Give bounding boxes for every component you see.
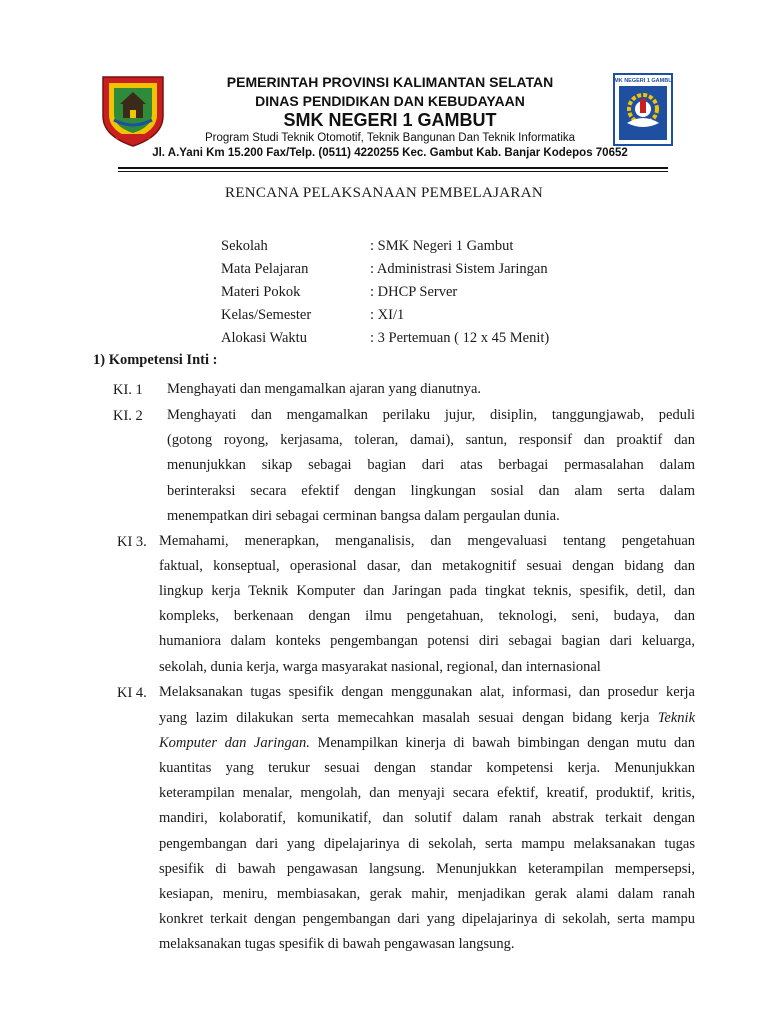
ki-number: KI. 2 [113,408,143,424]
ki-text-line: sekolah, dunia kerja, warga masyarakat nasional, regional, dan internasional [159,659,601,675]
ki-text-line: Menghayati dan mengamalkan ajaran yang dianutnya. [167,381,482,397]
ki-text-line: spesifik di bawah pengawasan langsung. Menunjukkan keterampilan mempersepsi, [159,861,695,877]
ki-text-line: (gotong royong, kerjasama, toleran, damai), santun, responsif dan proaktif dan [167,432,695,448]
header-school-name: SMK NEGERI 1 GAMBUT [283,110,497,130]
ki-text-italic: Teknik [657,710,696,726]
ki-text-line: Memahami, menerapkan, menganalisis, dan mengevaluasi tentang pengetahuan [159,533,695,549]
ki-text-line: melaksanakan tugas spesifik di bawah pengawasan langsung. [159,936,515,952]
identity-value: : 3 Pertemuan ( 12 x 45 Menit) [370,330,550,346]
ki-text-line-mixed [159,736,695,751]
identity-value: : XI/1 [370,307,405,323]
identity-value: : DHCP Server [370,284,458,300]
ki-text-segment: Menampilkan kinerja di bawah bimbingan dengan mutu dan [309,735,695,751]
identity-label: Alokasi Waktu [221,330,307,346]
school-logo-text: SMK NEGERI 1 GAMBUT [613,78,673,84]
header-address: Jl. A.Yani Km 15.200 Fax/Telp. (0511) 4220255 Kec. Gambut Kab. Banjar Kodepos 70652 [152,147,628,159]
ki-text-line: keterampilan menalar, mengolah, dan menyaji secara efektif, kreatif, produktif, kritis, [159,785,695,801]
section-heading-core-competence: 1) Kompetensi Inti : [93,352,218,368]
identity-value: : SMK Negeri 1 Gambut [370,238,514,254]
ki-text-line: faktual, konseptual, operasional dasar, dan metakognitif sesuai dengan bidang dan [159,558,695,574]
ki-text-line: lingkup kerja Teknik Komputer dan Jaringan pada tingkat teknis, spesifik, detil, dan [159,583,695,599]
header-department: DINAS PENDIDIKAN DAN KEBUDAYAAN [255,93,525,109]
ki-text-line: kompleks, berkenaan dengan ilmu pengetahuan, teknologi, seni, budaya, dan [159,608,695,624]
document-title: RENCANA PELAKSANAAN PEMBELAJARAN [225,185,543,201]
ki-text-line: konkret terkait dengan pengembangan dari yang dipelajarinya di sekolah, serta mampu [159,911,695,927]
ki-text-line: Melaksanakan tugas spesifik dengan menggunakan alat, informasi, dan prosedur kerja [159,684,695,700]
ki-text-line-mixed [159,711,695,726]
ki-number: KI 3. [117,534,147,550]
ki-number: KI. 1 [113,382,143,398]
ki-text-line: humaniora dalam konteks pengembangan potensi diri sebagai bagian dari keluarga, [159,633,695,649]
identity-value: : Administrasi Sistem Jaringan [370,261,548,277]
ki-text-line: Menghayati dan mengamalkan perilaku jujur, disiplin, tanggungjawab, peduli [167,407,695,423]
header-programs: Program Studi Teknik Otomotif, Teknik Bangunan Dan Teknik Informatika [204,132,576,144]
header-government: PEMERINTAH PROVINSI KALIMANTAN SELATAN [226,74,554,90]
header-divider-thick [118,167,668,169]
ki-text-line: mandiri, kolaboratif, komunikatif, dan solutif dalam ranah abstrak terkait dengan [159,810,695,826]
ki-text-line: berinteraksi secara efektif dengan lingkungan sosial dan alam serta dalam [167,483,695,499]
identity-label: Sekolah [221,238,268,254]
ki-text-line: kuantitas yang terukur sesuai dengan standar kompetensi kerja. Menunjukkan [159,760,695,776]
header-divider-thin [118,171,668,172]
identity-label: Kelas/Semester [221,307,312,323]
ki-number: KI 4. [117,685,147,701]
ki-text-line: menempatkan diri sebagai cerminan bangsa dalam pergaulan dunia. [167,508,560,524]
ki-text-line: menunjukkan sikap sebagai bagian dari atas berbagai permasalahan dalam [167,457,695,473]
ki-text-italic: Komputer dan Jaringan. [159,735,310,751]
ki-text-segment: yang lazim dilakukan serta memecahkan masalah sesuai dengan bidang kerja [159,710,650,726]
identity-label: Materi Pokok [221,284,301,300]
ki-text-line: kesiapan, meniru, membiasakan, gerak mahir, menjadikan gerak alami dalam ranah [159,886,695,902]
ki-text-line: pengembangan dari yang dipelajarinya di sekolah, serta mampu melaksanakan tugas [159,836,695,852]
identity-label: Mata Pelajaran [221,261,309,277]
